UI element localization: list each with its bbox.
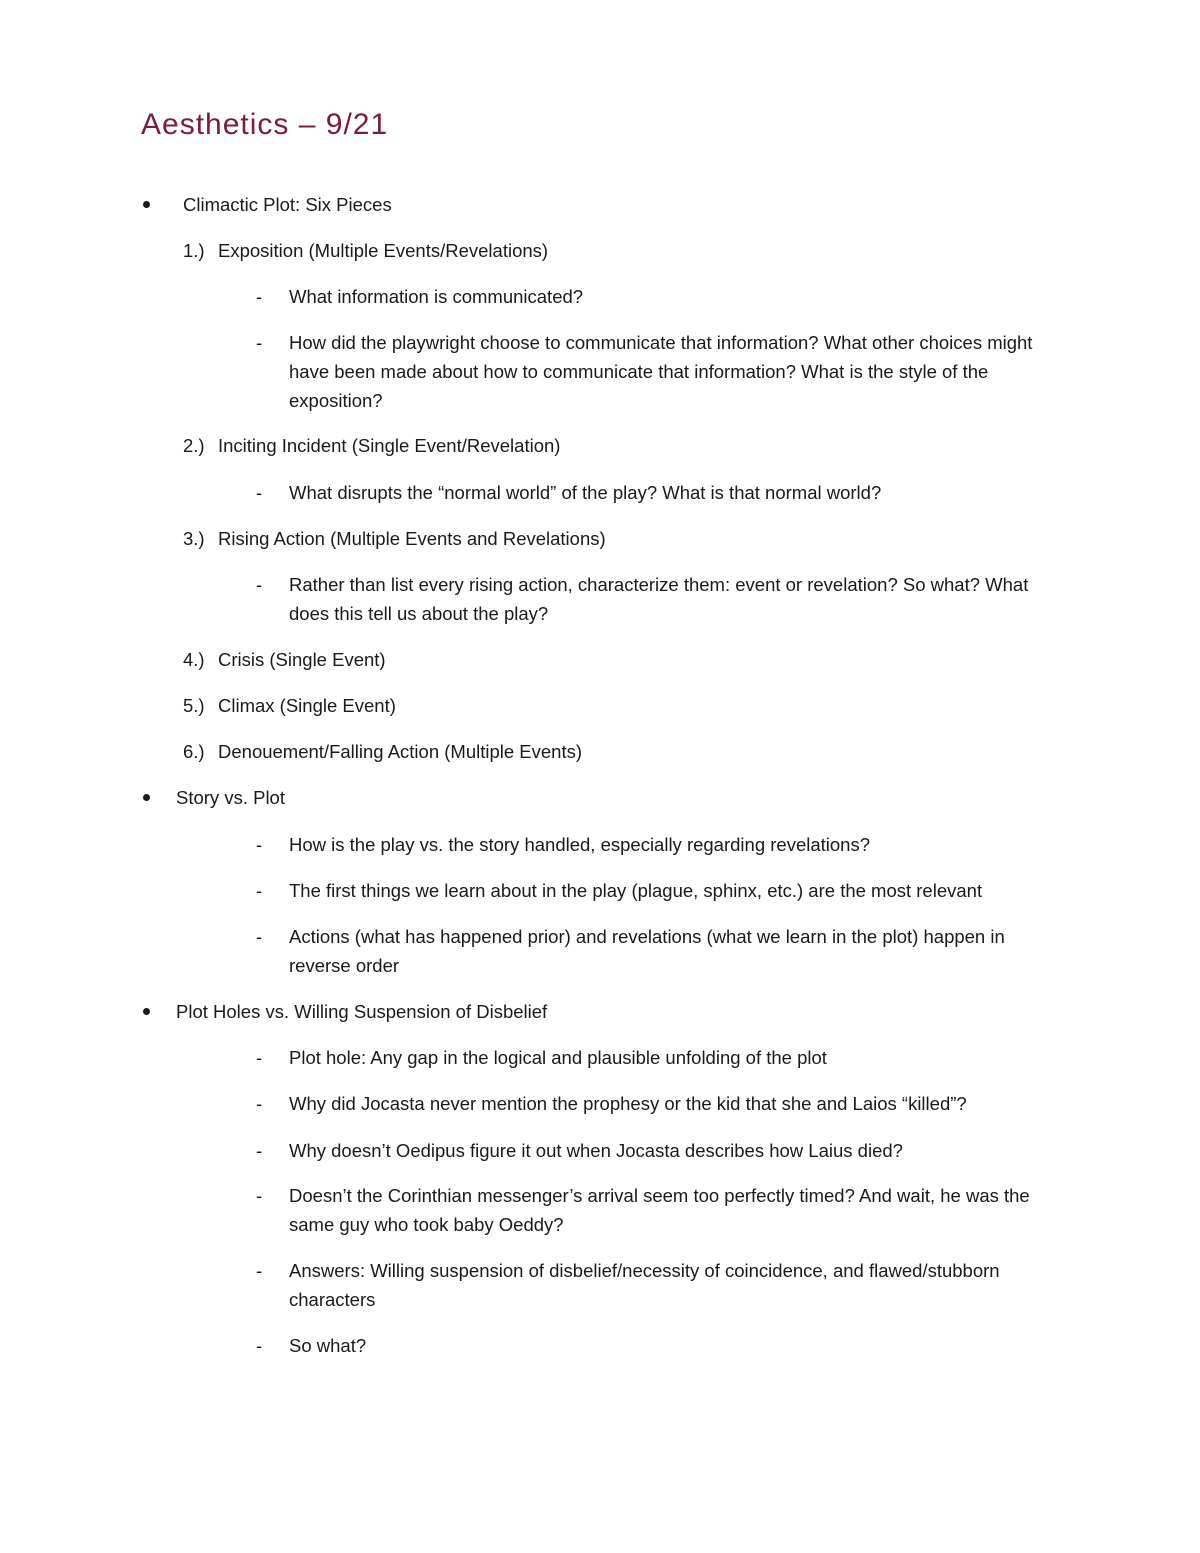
item-number: 3.) [183, 528, 205, 549]
sub-item: What disrupts the “normal world” of the play? What is that normal world? [289, 482, 882, 503]
item-number: 4.) [183, 649, 205, 670]
dash-marker: - [256, 1335, 263, 1356]
item-number: 5.) [183, 695, 205, 716]
item-label-exposition: Exposition (Multiple Events/Revelations) [218, 240, 549, 261]
item-number: 2.) [183, 435, 205, 456]
sub-item: What information is communicated? [289, 286, 584, 307]
sub-item: Plot hole: Any gap in the logical and plausible unfolding of the plot [289, 1047, 827, 1068]
dash-marker: - [256, 1185, 263, 1206]
sub-item: Rather than list every rising action, characterize them: event or revelation? So what? What does this tell us about the play? [289, 574, 1029, 624]
sub-item: Why doesn’t Oedipus figure it out when Jocasta describes how Laius died? [289, 1140, 903, 1161]
bullet-icon [143, 1008, 150, 1015]
dash-marker: - [256, 1093, 263, 1114]
sub-item: How did the playwright choose to communicate that information? What other choices might have been made about how to communicate that information? What is the style of the exposition? [289, 332, 1033, 411]
bullet-icon [143, 201, 150, 208]
bullet-heading-plot-holes: Plot Holes vs. Willing Suspension of Disbelief [176, 1001, 548, 1022]
dash-marker: - [256, 880, 263, 901]
dash-marker: - [256, 286, 263, 307]
item-label-crisis: Crisis (Single Event) [218, 649, 386, 670]
bullet-icon [143, 794, 150, 801]
sub-item: The first things we learn about in the play (plague, sphinx, etc.) are the most relevant [289, 880, 983, 901]
item-label-denouement: Denouement/Falling Action (Multiple Events) [218, 741, 583, 762]
dash-marker: - [256, 574, 263, 595]
dash-marker: - [256, 926, 263, 947]
bullet-heading-climactic: Climactic Plot: Six Pieces [183, 194, 392, 215]
sub-item: Actions (what has happened prior) and revelations (what we learn in the plot) happen in reverse order [289, 926, 1005, 976]
dash-marker: - [256, 834, 263, 855]
sub-item: How is the play vs. the story handled, especially regarding revelations? [289, 834, 871, 855]
dash-marker: - [256, 1140, 263, 1161]
item-number: 1.) [183, 240, 205, 261]
sub-item: Doesn’t the Corinthian messenger’s arrival seem too perfectly timed? And wait, he was the same guy who took baby Oeddy? [289, 1185, 1030, 1235]
page-title: Aesthetics – 9/21 [141, 108, 389, 141]
dash-marker: - [256, 1260, 263, 1281]
dash-marker: - [256, 1047, 263, 1068]
item-number: 6.) [183, 741, 205, 762]
sub-item: Why did Jocasta never mention the prophesy or the kid that she and Laios “killed”? [289, 1093, 967, 1114]
item-label-climax: Climax (Single Event) [218, 695, 396, 716]
bullet-heading-story-vs-plot: Story vs. Plot [176, 787, 285, 808]
item-label-inciting-incident: Inciting Incident (Single Event/Revelation) [218, 435, 561, 456]
dash-marker: - [256, 332, 263, 353]
sub-item: So what? [289, 1335, 367, 1356]
dash-marker: - [256, 482, 263, 503]
sub-item: Answers: Willing suspension of disbelief/necessity of coincidence, and flawed/stubborn characters [289, 1260, 1000, 1310]
item-label-rising-action: Rising Action (Multiple Events and Revelations) [218, 528, 606, 549]
